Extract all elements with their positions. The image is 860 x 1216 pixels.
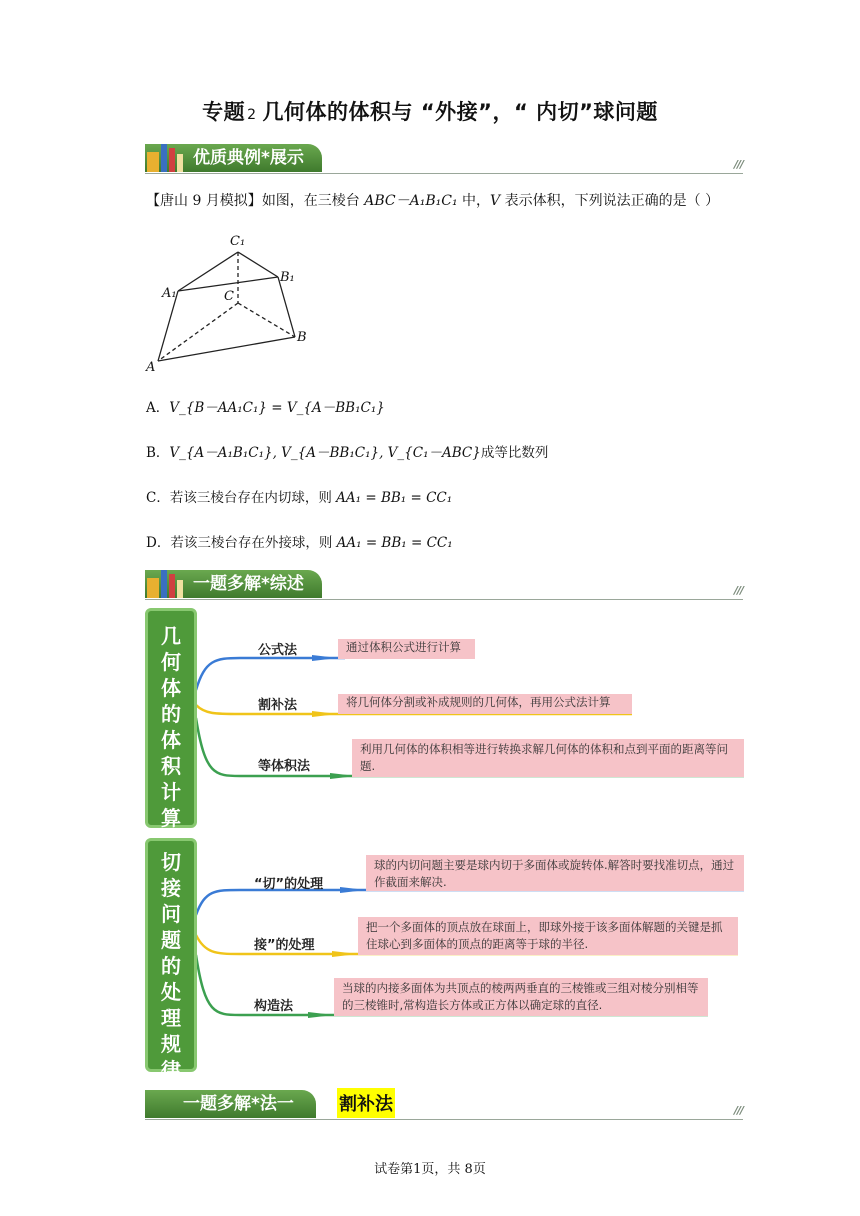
banner-slash: /// — [733, 158, 743, 171]
category-tangency-title: 切接问题的处理规律 — [161, 850, 181, 1082]
question-part-a: 如图，在三棱台 — [261, 193, 365, 209]
question-part-c: 表示体积，下列说法正确的是（ ） — [500, 193, 720, 209]
question-part-b: 中， — [457, 193, 491, 209]
branch-label: 公式法 — [258, 643, 298, 658]
branch-desc: 当球的内接多面体为共顶点的棱两两垂直的三棱锥或三组对棱分别相等的三棱锥时,常构造长方体或正方体以确定球的直径. — [334, 978, 708, 1016]
title-text: 几何体的体积与 “外接”，“ 内切”球问题 — [262, 100, 658, 124]
banner-label: 一题多解*综述 — [145, 570, 322, 598]
label-C: C — [224, 289, 234, 304]
category-tangency — [145, 838, 197, 1082]
branch-desc: 将几何体分割或补成规则的几何体，再用公式法计算 — [338, 694, 632, 714]
branch-desc: 通过体积公式进行计算 — [338, 639, 475, 659]
page-footer: 试卷第1页，共 8页 — [374, 1162, 486, 1177]
branch-desc: 利用几何体的体积相等进行转换求解几何体的体积和点到平面的距离等问题. — [352, 739, 744, 777]
option-a-expr: V_{B－AA₁C₁} = V_{A－BB₁C₁} — [169, 400, 385, 416]
category-volume-title: 几何体的体积计算 — [161, 624, 181, 830]
question-source: 【唐山 9 月模拟】 — [146, 193, 262, 209]
branch-label: 构造法 — [254, 999, 294, 1014]
section-banner-method-one — [145, 1086, 743, 1122]
banner-slash: /// — [733, 1104, 743, 1117]
category-volume — [145, 608, 197, 828]
option-b-expr: V_{A－A₁B₁C₁}, V_{A－BB₁C₁}, V_{C₁－ABC} — [169, 445, 481, 461]
option-c-label: C． — [146, 490, 170, 506]
method-highlight: 割补法 — [337, 1088, 395, 1118]
option-a-label: A． — [146, 400, 170, 416]
option-d-expr: AA₁ = BB₁ = CC₁ — [336, 535, 453, 551]
option-b-tail: 成等比数列 — [480, 445, 549, 461]
option-b-label: B． — [146, 445, 170, 461]
option-d-label: D． — [146, 535, 171, 551]
label-A: A — [146, 360, 156, 375]
label-C1: C₁ — [230, 234, 246, 249]
branch-label: 等体积法 — [258, 759, 311, 774]
option-c-text: 若该三棱台存在内切球，则 — [169, 490, 337, 506]
branch-label: “切”的处理 — [254, 877, 324, 892]
banner-label: 一题多解*法一 — [145, 1090, 316, 1118]
branch-desc: 把一个多面体的顶点放在球面上，即球外接于该多面体解题的关键是抓住球心到多面体的顶点的距离等于球的半径. — [358, 917, 738, 955]
branch-desc: 球的内切问题主要是球内切于多面体或旋转体.解答时要找准切点，通过作截面来解决. — [366, 855, 744, 891]
title-prefix: 专题 — [202, 100, 246, 124]
branch-label: 割补法 — [258, 698, 298, 713]
title-number: 2 — [247, 107, 257, 123]
label-B1: B₁ — [280, 270, 295, 285]
label-A1: A₁ — [162, 286, 177, 301]
option-c-expr: AA₁ = BB₁ = CC₁ — [336, 490, 453, 506]
volume-symbol: V — [490, 193, 501, 209]
branch-label: 接”的处理 — [254, 938, 315, 953]
option-d-text: 若该三棱台存在外接球，则 — [170, 535, 337, 551]
banner-label: 优质典例*展示 — [145, 144, 322, 172]
label-B: B — [297, 330, 307, 345]
frustum-name: ABC－A₁B₁C₁ — [364, 193, 458, 209]
banner-slash: /// — [733, 584, 743, 597]
